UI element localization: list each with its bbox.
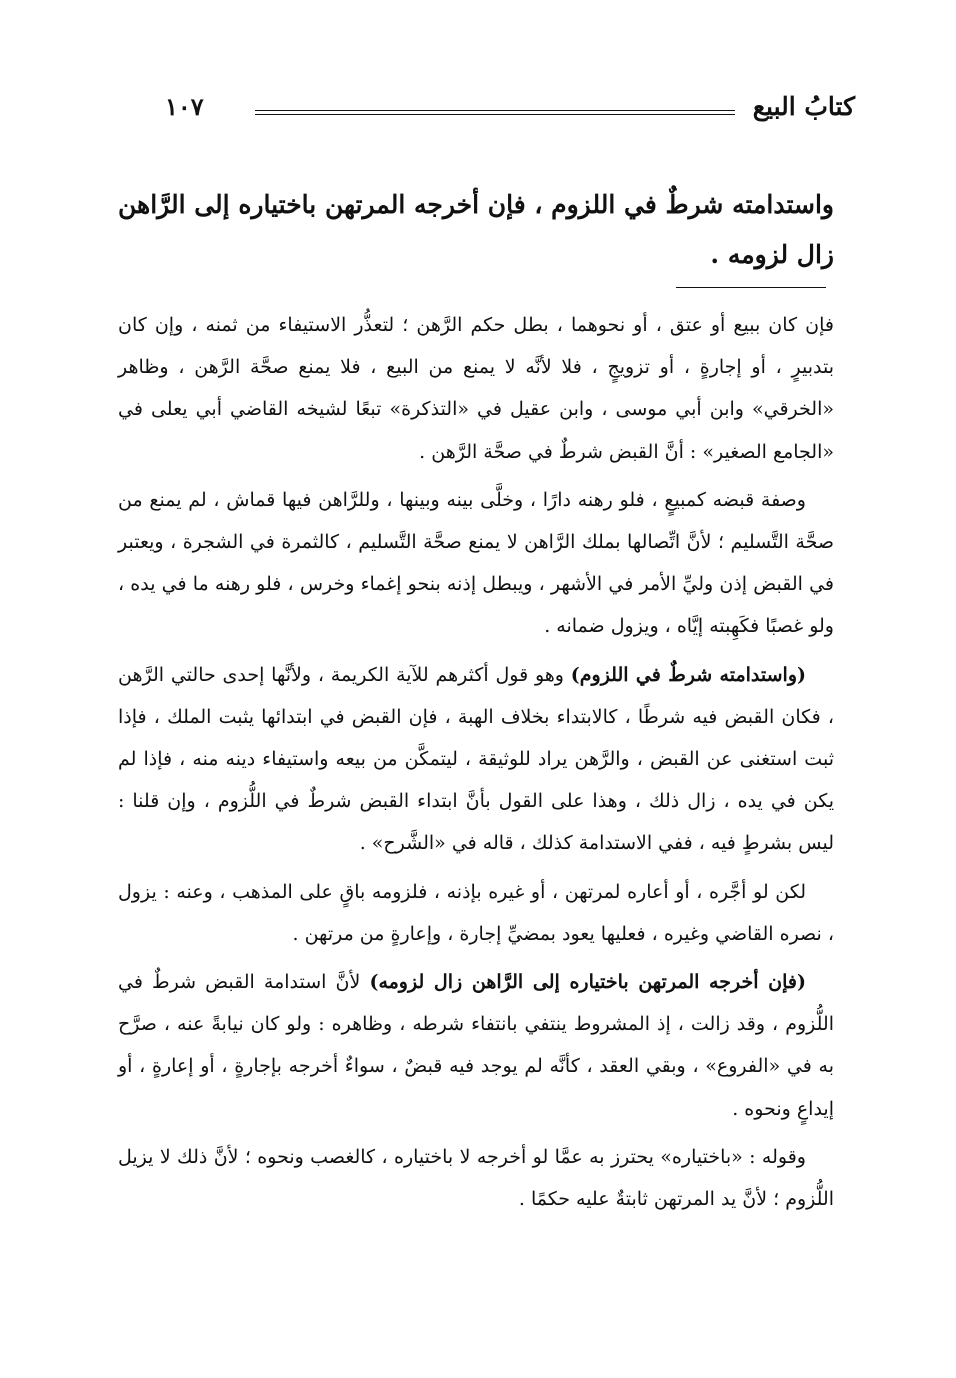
commentary-text: وهو قول أكثرهم للآية الكريمة ، ولأنَّها إحدى حالتي الرَّهن ، فكان القبض فيه شرطًا ، كالابتداء بخلاف الهبة ، فإن القبض في ابتدائها يثبت الملك ، فإذا ثبت استغنى عن القبض ، والرَّهن يراد للوثيقة ، ليتمكَّن من بيعه واستيفاء دينه منه ، فإذا لم يكن في يده ، زال ذلك ، وهذا على القول بأنَّ ابتداء القبض شرطٌ في اللُّزوم ، وإن قلنا : ليس بشرطٍ فيه ، ففي الاستدامة كذلك ، قاله في «الشَّرح» . bbox=[118, 663, 834, 855]
lemma: (فإن أخرجه المرتهن باختياره إلى الرَّاهن زال لزومه) bbox=[369, 971, 806, 994]
running-title: كتابُ البيع bbox=[752, 92, 855, 121]
matn-separator bbox=[676, 287, 826, 288]
commentary bbox=[118, 304, 834, 1226]
commentary-paragraph: لكن لو أجَّره ، أو أعاره لمرتهن ، أو غيره بإذنه ، فلزومه باقٍ على المذهب ، وعنه : يزول ، نصره القاضي وغيره ، فعليها يعود بمضيِّ إجارة ، وإعارةٍ من مرتهن . bbox=[118, 880, 834, 945]
commentary-paragraph: وقوله : «باختياره» يحترز به عمَّا لو أخرجه لا باختياره ، كالغصب ونحوه ؛ لأنَّ ذلك لا يزيل اللُّزوم ؛ لأنَّ يد المرتهن ثابتةٌ عليه حكمًا . bbox=[118, 1145, 834, 1211]
commentary-text: لأنَّ استدامة القبض شرطٌ في اللُّزوم ، وقد زالت ، إذ المشروط ينتفي بانتفاء شرطه ، وظاهره : ولو كان نيابةً عنه ، صرَّح به في «الفروع» ، وبقي العقد ، كأنَّه لم يوجد فيه قبضٌ ، سواءٌ أخرجه بإجارةٍ ، أو إعارةٍ ، أو إيداعٍ ونحوه . bbox=[118, 971, 834, 1120]
page-header bbox=[165, 92, 855, 132]
commentary-paragraph bbox=[118, 961, 834, 1130]
header-rule bbox=[255, 110, 735, 115]
commentary-paragraph: وصفة قبضه كمبيعٍ ، فلو رهنه دارًا ، وخلَّى بينه وبينها ، وللرَّاهن فيها قماش ، لم يمنع من صحَّة التَّسليم ؛ لأنَّ اتِّصالها بملك الرَّاهن لا يمنع صحَّة التَّسليم ، كالثمرة في الشجرة ، ويعتبر في القبض إذن وليِّ الأمر في الأشهر ، ويبطل إذنه بنحو إغماء وخرس ، فلو رهنه ما في يده ، ولو غصبًا فكَهِبته إيَّاه ، ويزول ضمانه . bbox=[118, 488, 834, 638]
page-number: ١٠٧ bbox=[165, 92, 204, 121]
matn-text: واستدامته شرطٌ في اللزوم ، فإن أخرجه المرتهن باختياره إلى الرَّاهن زال لزومه . bbox=[118, 190, 834, 269]
commentary-paragraph: فإن كان ببيع أو عتق ، أو نحوهما ، بطل حكم الرَّهن ؛ لتعذُّر الاستيفاء من ثمنه ، وإن كان بتدبيرٍ ، أو إجارةٍ ، أو تزويجٍ ، فلا لأنَّه لا يمنع من البيع ، فلا يمنع صحَّة الرَّهن ، وظاهر «الخرقي» وابن أبي موسى ، وابن عقيل في «التذكرة» تبعًا لشيخه القاضي أبي يعلى في «الجامع الصغير» : أنَّ القبض شرطٌ في صحَّة الرَّهن . bbox=[118, 314, 834, 463]
lemma: (واستدامته شرطٌ في اللزوم) bbox=[570, 663, 806, 686]
commentary-paragraph bbox=[118, 654, 834, 865]
